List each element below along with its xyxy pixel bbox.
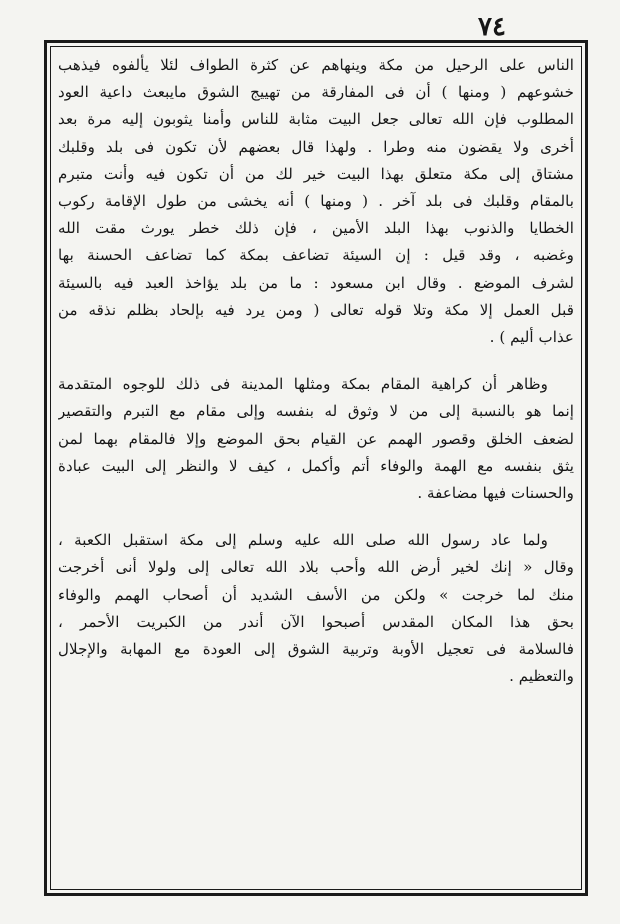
- text-line: وغضبه ، وقد قيل : إن السيئة تضاعف بمكة كما تضاعف الحسنة بها: [58, 246, 574, 265]
- text-line: وقال « إنك لخير أرض الله وأحب بلاد الله تعالى إلى ولولا أنى أخرجت: [58, 558, 574, 577]
- page-number: ٧٤: [478, 12, 506, 42]
- paragraph-1: [58, 52, 574, 351]
- text-body: [58, 52, 574, 884]
- text-line: بالمقام وقلبك فى بلد آخر . ( ومنها ) أنه يخشى من طول الإقامة ركوب: [58, 192, 574, 211]
- text-line: خشوعهم ( ومنها ) أن فى المفارقة من تهييج الشوق مايبعث داعية العود: [58, 83, 574, 102]
- text-line: منك لما خرجت » ولكن من الأسف الشديد أن أصحاب الهمم والوفاء: [58, 585, 574, 604]
- text-line: عذاب أليم ) .: [489, 328, 574, 347]
- text-line: ولما عاد رسول الله صلى الله عليه وسلم إلى مكة استقبل الكعبة ،: [58, 531, 548, 550]
- paragraph-3: [58, 527, 574, 690]
- text-line: والحسنات فيها مضاعفة .: [417, 484, 574, 503]
- text-line: الناس على الرحيل من مكة وينهاهم عن كثرة الطواف لئلا يألفوه فيذهب: [58, 56, 574, 74]
- text-line: وظاهر أن كراهية المقام بمكة ومثلها المدينة فى ذلك للوجوه المتقدمة: [58, 375, 548, 394]
- text-line: لشرف الموضع . وقال ابن مسعود : ما من بلد يؤاخذ العبد فيه بالسيئة: [58, 273, 574, 292]
- text-line: فالسلامة فى تعجيل الأوبة وتربية الشوق إلى العودة مع المهابة والإجلال: [58, 640, 574, 659]
- text-line: قبل العمل إلا مكة وتلا قوله تعالى ( ومن يرد فيه بإلحاد بظلم نذقه من: [58, 300, 574, 319]
- text-line: أخرى ولا يقضون منه وطرا . ولهذا قال بعضهم لأن تكون فى بلد وقلبك: [58, 137, 574, 156]
- text-line: إنما هو بالنسبة إلى من لا وثوق له بنفسه وإلى مقام مع التبرم والتقصير: [58, 402, 574, 421]
- text-line: المطلوب فإن الله تعالى جعل البيت مثابة للناس وأمنا يثوبون إليه مرة بعد: [58, 110, 574, 129]
- text-line: الخطايا والذنوب بهذا البلد الأمين ، فإن ذلك خطر يورث مقت الله: [58, 219, 574, 238]
- paragraph-2: [58, 371, 574, 507]
- text-line: بحق هذا المكان المقدس أصبحوا الآن أندر من الكبريت الأحمر ،: [58, 612, 574, 631]
- text-line: يثق بنفسه مع الهمة والوفاء أتم وأكمل ، كيف لا والنظر إلى البيت عبادة: [58, 456, 574, 475]
- text-line: لضعف الخلق وقصور الهمم عن القيام بحق الموضع وإلا فالمقام بهما لمن: [58, 429, 574, 448]
- text-line: والتعظيم .: [509, 667, 574, 686]
- text-line: مشتاق إلى مكة متعلق بهذا البيت خير لك من أن تكون فيه وأنت متبرم: [58, 164, 574, 183]
